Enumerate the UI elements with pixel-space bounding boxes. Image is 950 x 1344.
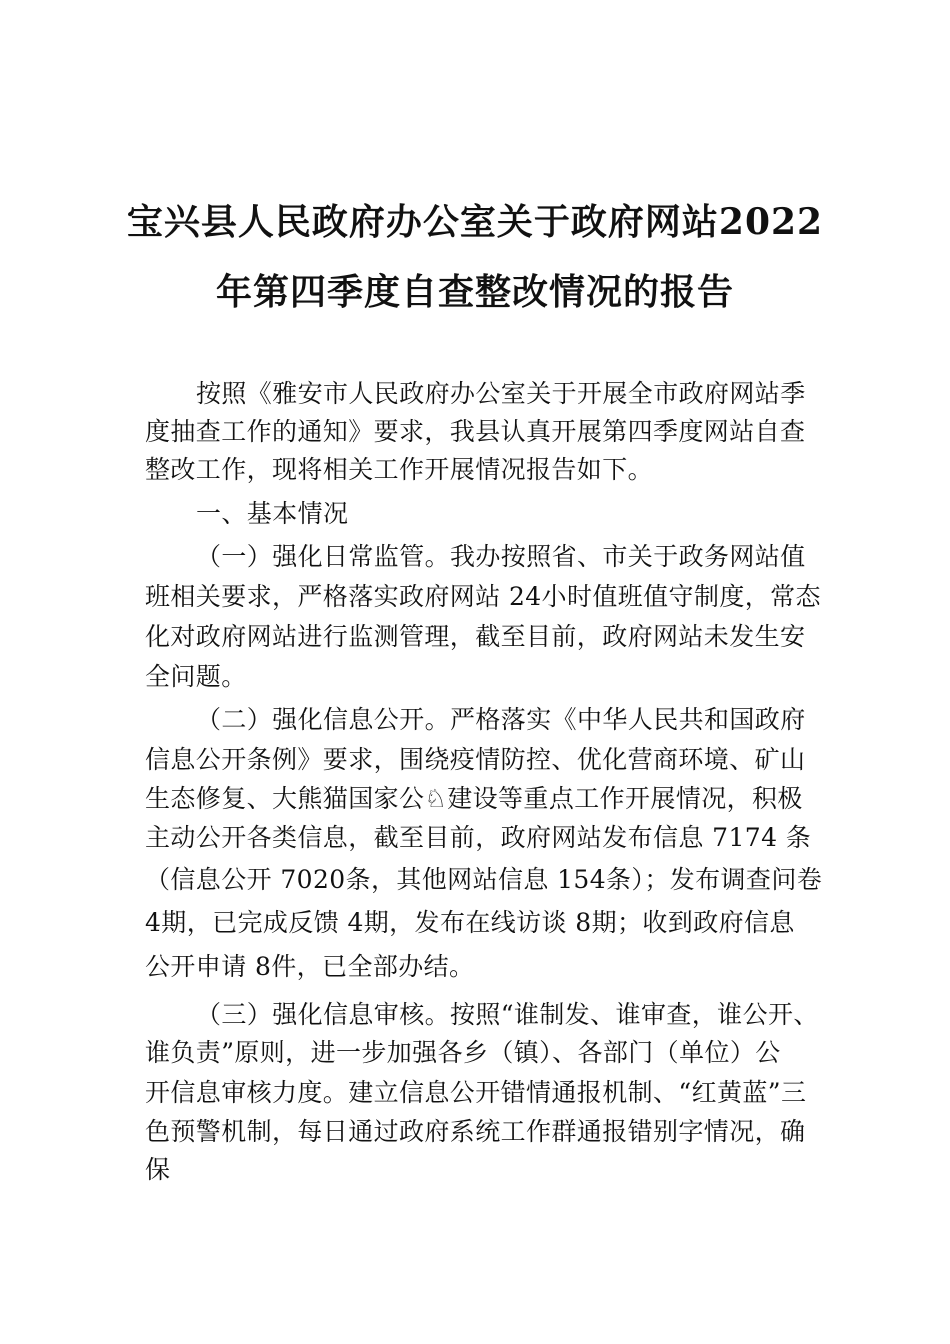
document-title-line-2: 年第四季度自查整改情况的报告	[215, 271, 734, 313]
body-line-18: 开信息审核力度。建立信息公开错情通报机制、“红黄蓝”三	[145, 1078, 807, 1107]
body-line-9: （二）强化信息公开。严格落实《中华人民共和国政府	[196, 705, 806, 734]
body-line-17: 谁负责”原则，进一步加强各乡（镇）、各部门（单位）公	[145, 1038, 781, 1067]
body-line-14: 4期，已完成反馈 4期，发布在线访谈 8期；收到政府信息	[145, 908, 795, 937]
body-line-8: 全问题。	[145, 662, 247, 691]
body-line-1: 按照《雅安市人民政府办公室关于开展全市政府网站季	[196, 379, 806, 408]
body-line-20: 保	[145, 1155, 171, 1184]
body-line-6: 班相关要求，严格落实政府网站 24小时值班值守制度，常态	[145, 582, 821, 611]
body-line-11: 生态修复、大熊猫国家公♘建设等重点工作开展情况，积极	[145, 784, 803, 813]
body-line-2: 度抽查工作的通知》要求，我县认真开展第四季度网站自查	[145, 417, 806, 446]
body-line-5: （一）强化日常监管。我办按照省、市关于政务网站值	[196, 542, 806, 571]
section-heading-basic: 一、基本情况	[196, 499, 349, 528]
body-line-13: （信息公开 7020条，其他网站信息 154条）；发布调查问卷	[145, 865, 823, 894]
body-line-15: 公开申请 8件，已全部办结。	[145, 952, 475, 981]
body-line-10: 信息公开条例》要求，围绕疫情防控、优化营商环境、矿山	[145, 745, 806, 774]
body-line-19: 色预警机制，每日通过政府系统工作群通报错别字情况，确	[145, 1117, 806, 1146]
body-line-7: 化对政府网站进行监测管理，截至目前，政府网站未发生安	[145, 622, 806, 651]
body-line-16: （三）强化信息审核。按照“谁制发、谁审查，谁公开、	[196, 1000, 819, 1029]
document-title-line-1: 宝兴县人民政府办公室关于政府网站2022	[126, 201, 824, 243]
body-line-3: 整改工作，现将相关工作开展情况报告如下。	[145, 455, 654, 484]
body-line-12: 主动公开各类信息，截至目前，政府网站发布信息 7174 条	[145, 823, 812, 852]
